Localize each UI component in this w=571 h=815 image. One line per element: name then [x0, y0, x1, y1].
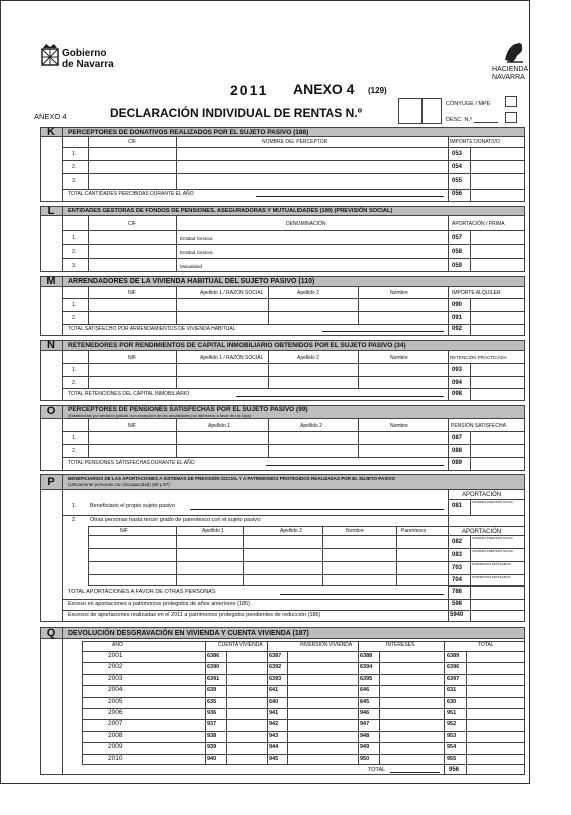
m-col-nombre: Nombre	[390, 290, 408, 296]
q-year-2007: 2007	[108, 720, 123, 728]
p-total-label: TOTAL APORTACIONES A FAVOR DE OTRAS PERSONAS	[68, 589, 216, 595]
q-total-code-3: 631	[447, 687, 457, 694]
k-row-2-code: 054	[452, 164, 463, 170]
m-total-code: 092	[452, 326, 463, 332]
q-col-ano: AÑO	[112, 642, 123, 648]
declaracion-number-field-2[interactable]	[422, 98, 442, 124]
q-cuenta-code-2: 6391	[207, 675, 220, 682]
n-row-1-code: 093	[452, 367, 463, 373]
q-cuenta-code-0: 6386	[207, 653, 220, 659]
q-col-inversion: INVERSIÓN VIVIENDA	[300, 642, 353, 648]
l-row-3-number: 3.	[72, 263, 77, 269]
q-intereses-code-0: 6388	[360, 653, 373, 659]
p-tag-083: SISTEMAS PREVISIÓN SOCIAL	[472, 549, 514, 553]
m-total-label: TOTAL SATISFECHO POR ARRENDAMIENTOS DE VIVIENDA HABITUAL	[68, 326, 236, 332]
q-year-2005: 2005	[108, 697, 123, 705]
p-code-704: 704	[452, 577, 463, 583]
l-row-2-label: Entidad Gestora	[180, 250, 213, 255]
section-q-letter: Q	[46, 627, 56, 639]
q-cuenta-code-3: 639	[207, 687, 217, 694]
declaracion-number-field[interactable]	[398, 98, 422, 124]
q-inversion-code-8: 944	[269, 744, 279, 751]
p-total-code: 786	[452, 589, 463, 595]
m-col-importe: IMPORTE ALQUILER	[452, 290, 501, 296]
hacienda-logo	[501, 40, 527, 69]
p-excess1-code: 598	[452, 601, 463, 607]
declaracion-title: DECLARACIÓN INDIVIDUAL DE RENTAS N.º	[110, 106, 362, 120]
section-n-letter: N	[47, 339, 55, 351]
q-col-intereses: INTERESES	[386, 642, 415, 648]
p-tag-704: PATRIMONIOS PROTEGIDOS	[472, 575, 511, 579]
q-intereses-code-2: 6395	[360, 675, 373, 682]
q-intereses-code-5: 946	[360, 710, 370, 716]
p-tag-082: SISTEMAS PREVISIÓN SOCIAL	[472, 536, 514, 540]
k-total-label: TOTAL CANTIDADES PERCIBIDAS DURANTE EL AÑO	[68, 191, 194, 197]
p-row1-code: 081	[452, 503, 463, 509]
p-col-aportacion: APORTACIÓN	[462, 529, 502, 535]
q-total-code-8: 954	[447, 744, 457, 751]
q-total-code-7: 953	[447, 732, 457, 739]
l-row-3-label: Mutualidad	[180, 264, 203, 269]
p-col-nif: NIF	[120, 528, 129, 534]
p-excess2-code: 5940	[450, 612, 464, 618]
section-k-letter: K	[47, 126, 55, 138]
section-o-letter: O	[46, 405, 56, 417]
q-total-code-1: 6396	[447, 664, 460, 671]
m-row-1-code: 090	[452, 302, 463, 308]
o-row-1-number: 1.	[72, 435, 77, 441]
q-table	[82, 641, 525, 765]
q-cuenta-code-8: 939	[207, 744, 217, 751]
section-n-title: RETENEDORES POR RENDIMIENTOS DE CAPITAL INMOBILIARIO OBTENIDOS POR EL SUJETO PASIVO (34)	[68, 342, 406, 349]
q-col-cuenta: CUENTA VIVIENDA	[218, 642, 263, 648]
p-code-082: 082	[452, 539, 463, 545]
o-total-label: TOTAL PENSIONES SATISFECHAS DURANTE EL AÑO	[68, 460, 195, 466]
m-col-ap2: Apellido 2	[297, 290, 319, 296]
q-year-2003: 2003	[108, 674, 123, 682]
k-row-2-number: 2.	[72, 164, 77, 170]
q-total-label: TOTAL	[368, 767, 386, 773]
k-col-cif: CIF	[128, 139, 137, 145]
q-col-total: TOTAL	[478, 642, 494, 648]
o-row-2-code: 088	[452, 448, 463, 454]
m-col-ap1: Apellido 1 / RAZÓN SOCIAL	[200, 290, 264, 296]
l-row-1-number: 1.	[72, 235, 77, 241]
q-total-code-2: 6397	[447, 675, 460, 682]
q-inversion-code-0: 6387	[269, 653, 282, 659]
q-inversion-code-4: 640	[269, 698, 279, 705]
l-row-1-label: Entidad Gestora	[180, 236, 213, 241]
q-year-2006: 2006	[108, 709, 123, 716]
q-intereses-code-7: 948	[360, 732, 370, 739]
p-row2-number: 2.	[72, 517, 77, 523]
q-year-2004: 2004	[108, 686, 123, 694]
n-col-ap2: Apellido 2	[297, 355, 319, 361]
o-row-2-number: 2.	[72, 448, 77, 454]
q-intereses-code-1: 6394	[360, 664, 373, 671]
o-col-nombre: Nombre	[390, 423, 408, 429]
l-row-3-code: 059	[452, 263, 463, 269]
q-intereses-code-4: 645	[360, 698, 370, 705]
conyuge-checkbox[interactable]	[505, 96, 517, 107]
section-p-title: BENEFICIARIOS DE LAS APORTACIONES A SISTEMAS DE PREVISIÓN SOCIAL Y A PATRIMONIOS PROTEGIDOS REALIZADAS POR EL SUJETO PASIVO	[68, 476, 395, 481]
q-inversion-code-1: 6392	[269, 664, 282, 671]
hacienda-line2: NAVARRA	[492, 74, 525, 81]
gobierno-logo	[41, 43, 59, 72]
section-o-title: PERCEPTORES DE PENSIONES SATISFECHAS POR EL SUJETO PASIVO (99)	[68, 406, 308, 413]
k-total-code: 056	[452, 191, 463, 197]
k-col-name: NOMBRE DEL PERCEPTOR	[262, 139, 328, 145]
q-year-2009: 2009	[108, 743, 123, 751]
n-row-1-number: 1.	[72, 367, 77, 373]
m-row-2-number: 2.	[72, 315, 77, 321]
p-excess2-label: Excesos de aportaciones realizadas en el 2011 a patrimonios protegidos pendientes de reducción (186)	[68, 612, 321, 618]
n-col-ap1: Apellido 1 / RAZÓN SOCIAL	[200, 355, 264, 361]
anexo-left-label: ANEXO 4	[34, 112, 67, 121]
p-col-parentesco: Parentesco	[401, 528, 427, 534]
q-year-2001: 2001	[108, 652, 123, 659]
q-cuenta-code-5: 936	[207, 710, 217, 716]
m-col-nif: NIF	[128, 290, 137, 296]
k-row-1-code: 053	[452, 151, 463, 157]
l-row-1-code: 057	[452, 235, 463, 241]
o-col-ap2: Apellido 2	[300, 423, 322, 429]
q-cuenta-code-1: 6390	[207, 664, 220, 671]
k-col-amount: IMPORTE DONATIVO	[450, 139, 500, 145]
q-year-2010: 2010	[108, 754, 123, 762]
o-total-code: 089	[452, 460, 463, 466]
k-row-3-code: 055	[452, 178, 463, 184]
form-anexo-title: ANEXO 4	[293, 81, 355, 97]
n-col-retencion: RETENCIÓN PRACTICADA	[450, 355, 507, 360]
q-inversion-code-6: 942	[269, 721, 279, 728]
k-row-1-number: 1.	[72, 151, 77, 157]
q-intereses-code-9: 950	[360, 755, 370, 762]
section-p-subtitle: (Únicamente personas con discapacidad) (69 y 87)	[68, 482, 170, 487]
n-total-code: 098	[452, 391, 463, 397]
q-cuenta-code-9: 940	[207, 755, 217, 762]
q-inversion-code-3: 641	[269, 687, 279, 694]
q-total-code-4: 630	[447, 698, 457, 705]
q-total-code-6: 952	[447, 721, 457, 728]
o-col-ap1: Apellido 1	[208, 423, 230, 429]
n-col-nif: NIF	[128, 355, 137, 361]
q-cuenta-code-4: 635	[207, 698, 217, 705]
k-row-3-number: 3.	[72, 178, 77, 184]
n-col-nombre: Nombre	[390, 355, 408, 361]
m-row-1-number: 1.	[72, 302, 77, 308]
p-col-ap2: Apellido 2	[280, 528, 302, 534]
p-col-nombre: Nombre	[346, 528, 364, 534]
q-inversion-code-9: 945	[269, 755, 279, 762]
form-year: 2011	[230, 82, 269, 98]
l-row-2-code: 058	[452, 249, 463, 255]
q-total-code: 956	[449, 767, 460, 773]
q-intereses-code-3: 646	[360, 687, 370, 694]
section-m-title: ARRENDADORES DE LA VIVIENDA HABITUAL DEL SUJETO PASIVO (110)	[68, 278, 315, 285]
q-inversion-code-2: 6393	[269, 675, 282, 682]
section-q-title: DEVOLUCIÓN DESGRAVACIÓN EN VIVIENDA Y CUENTA VIVIENDA (187)	[68, 630, 309, 637]
conyuge-label: CÓNYUGE / MPE	[446, 101, 491, 107]
p-row2-label: Otras personas hasta tercer grado de parentesco con el sujeto pasivo:	[90, 517, 262, 523]
l-col-amount: APORTACIÓN / PRIMA	[452, 221, 505, 227]
form-model: (129)	[368, 86, 387, 95]
q-total-code-9: 955	[447, 755, 457, 762]
hacienda-emblem-icon	[501, 40, 527, 64]
p-col-ap1: Apellido 1	[202, 528, 224, 534]
q-cuenta-code-6: 937	[207, 721, 217, 728]
p-code-083: 083	[452, 552, 463, 558]
q-total-code-5: 951	[447, 710, 457, 716]
l-col-name: DENOMINACIÓN	[286, 221, 326, 227]
n-row-2-code: 094	[452, 380, 463, 386]
desc-number-field[interactable]	[505, 112, 517, 123]
m-row-2-code: 091	[452, 315, 463, 321]
l-col-cif: CIF	[128, 221, 137, 227]
p-excess1-label: Exceso en aportaciones a patrimonios protegidos de años anteriores (185)	[68, 601, 250, 607]
q-total-code-0: 6389	[447, 653, 460, 659]
q-inversion-code-7: 943	[269, 732, 279, 739]
o-row-1-code: 087	[452, 435, 463, 441]
p-row1-label: Beneficiario el propio sujeto pasivo	[90, 503, 175, 509]
section-o-subtitle: (Establecidas por decisión judicial, con excepción de las anualidades por alimentos a favor de los hijos)	[68, 413, 252, 418]
p-aportacion-top: APORTACIÓN	[462, 492, 502, 498]
q-year-2008: 2008	[108, 731, 123, 739]
q-intereses-code-6: 947	[360, 721, 370, 728]
l-row-2-number: 2.	[72, 249, 77, 255]
p-tag-1: SISTEMAS PREVISIÓN SOCIAL	[472, 500, 514, 504]
section-l-title: ENTIDADES GESTORAS DE FONDOS DE PENSIONES, ASEGURADORAS Y MUTUALIDADES (189) (PREVISIÓN SOCIAL)	[68, 208, 393, 214]
q-cuenta-code-7: 938	[207, 732, 217, 739]
section-p-letter: P	[47, 476, 55, 488]
section-k-title: PERCEPTORES DE DONATIVOS REALIZADOS POR EL SUJETO PASIVO (188)	[68, 129, 309, 136]
p-tag-703: PATRIMONIOS PROTEGIDOS	[472, 562, 511, 566]
n-row-2-number: 2.	[72, 380, 77, 386]
gobierno-line2: de Navarra	[62, 59, 114, 70]
n-total-label: TOTAL RETENCIONES DEL CAPITAL INMOBILIARIO	[68, 391, 190, 397]
o-col-nif: NIF	[128, 423, 137, 429]
q-year-2002: 2002	[108, 663, 123, 671]
o-col-pension: PENSIÓN SATISFECHA	[451, 423, 506, 429]
gobierno-line1: Gobierno	[62, 48, 107, 59]
section-l-letter: L	[47, 205, 55, 217]
q-intereses-code-8: 949	[360, 744, 370, 751]
section-m-letter: M	[46, 275, 56, 287]
desc-label: DESC. N.º	[446, 117, 472, 123]
q-inversion-code-5: 941	[269, 710, 279, 716]
p-row1-number: 1.	[72, 503, 77, 509]
hacienda-line1: HACIENDA	[492, 66, 529, 73]
navarra-crest-icon	[41, 43, 59, 67]
p-code-703: 703	[452, 565, 463, 571]
